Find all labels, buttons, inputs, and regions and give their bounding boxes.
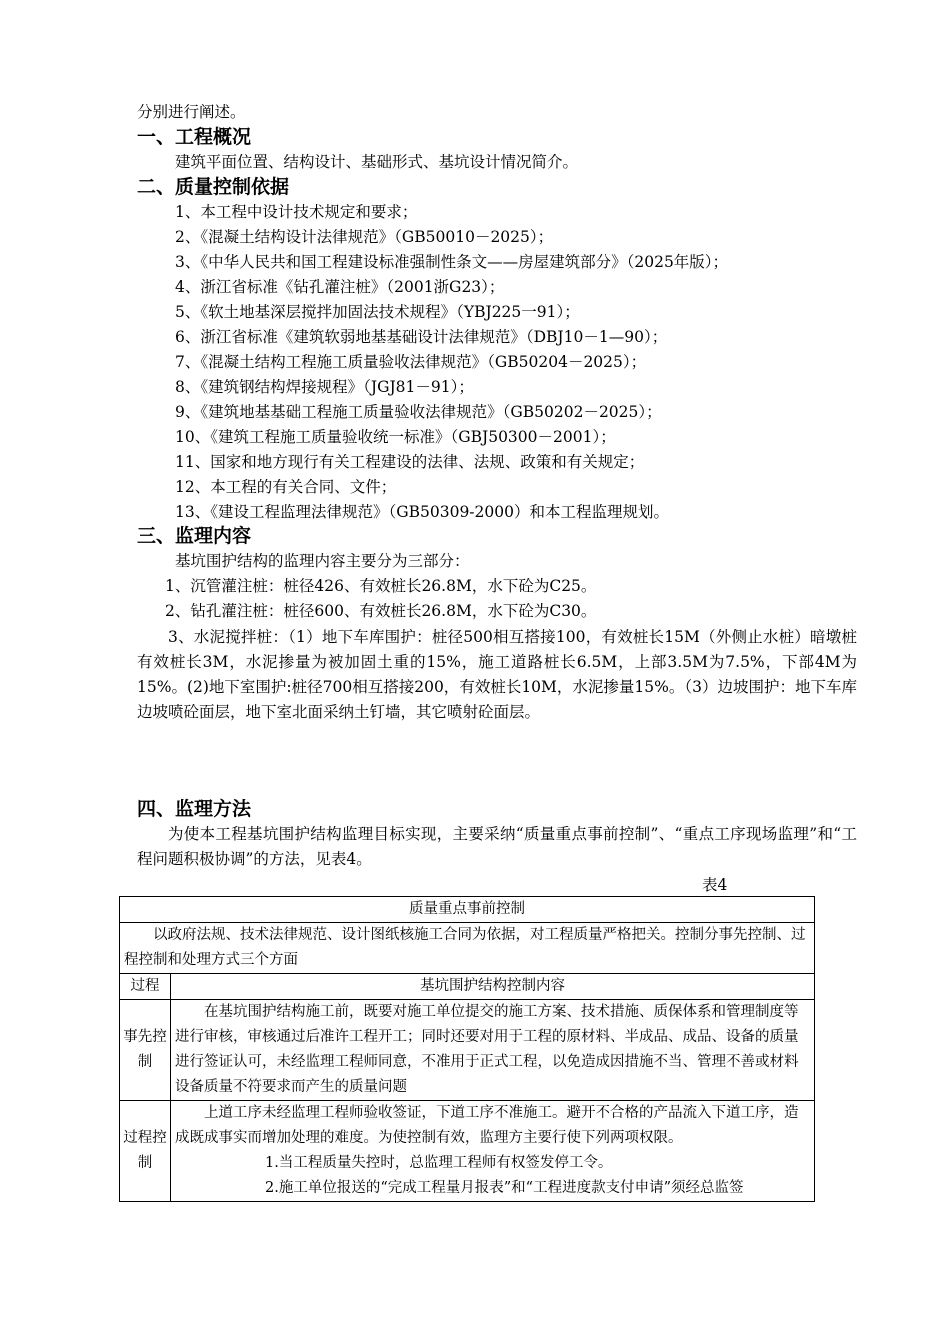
row-label-prior-control: 事先控制 xyxy=(120,1000,171,1101)
pile-type-2: 2、钻孔灌注桩：桩径600、有效桩长26.8M，水下砼为C30。 xyxy=(165,602,597,620)
pile-type-1: 1、沉管灌注桩：桩径426、有效桩长26.8M，水下砼为C25。 xyxy=(165,577,597,595)
row-text-process-control: 上道工序未经监理工程师验收签证，下道工序不准施工。避开不合格的产品流入下道工序，造成既成事实而增加处理的难度。为使控制有效，监理方主要行使下列两项权限。 xyxy=(175,1105,799,1146)
basis-item: 7、《混凝土结构工程施工质量验收法律规范》（GB50204－2025）； xyxy=(175,353,647,371)
table-title: 质量重点事前控制 xyxy=(120,897,815,923)
basis-item: 2、《混凝土结构设计法律规范》（GB50010－2025）； xyxy=(175,228,554,246)
basis-item: 11、国家和地方现行有关工程建设的法律、法规、政策和有关规定； xyxy=(175,453,645,471)
control-table xyxy=(119,896,815,1202)
col-header-process: 过程 xyxy=(120,974,171,1000)
basis-item: 5、《软土地基深层搅拌加固法技术规程》（YBJ225一91）； xyxy=(175,303,580,321)
process-control-sub-1: 1.当工程质量失控时，总监理工程师有权签发停工令。 xyxy=(265,1155,613,1171)
basis-item: 13、《建设工程监理法律规范》（GB50309-2000）和本工程监理规划。 xyxy=(175,503,669,521)
section-1-text: 建筑平面位置、结构设计、基础形式、基坑设计情况简介。 xyxy=(175,153,579,171)
basis-item: 3、《中华人民共和国工程建设标准强制性条文——房屋建筑部分》（2025年版）； xyxy=(175,253,729,271)
section-4-text: 为使本工程基坑围护结构监理目标实现，主要采纳“质量重点事前控制”、“重点工序现场监理”和“工程问题积极协调”的方法，见表4。 xyxy=(137,825,857,868)
process-control-sub-2: 2.施工单位报送的“完成工程量月报表”和“工程进度款支付申请”须经总监签 xyxy=(265,1180,744,1196)
row-label-process-control: 过程控制 xyxy=(120,1101,171,1202)
col-header-content: 基坑围护结构控制内容 xyxy=(171,974,815,1000)
section-3-heading: 三、监理内容 xyxy=(137,525,252,547)
table-label: 表4 xyxy=(702,876,728,894)
pile-type-3: 3、水泥搅拌桩：（1）地下车库围护：桩径500相互搭接100，有效桩长15M（外侧止水桩）暗墩桩有效桩长3M，水泥掺量为被加固土重的15%，施工道路桩长6.5M，上部3.5M为7.5%，下部4M为15%。(2)地下室围护:桩径700相互搭接200，有效桩长10M，水泥掺量15%。（3）边坡围护：地下车库边坡喷砼面层，地下室北面采纳土钉墙，其它喷射砼面层。 xyxy=(137,628,857,721)
table-description: 以政府法规、技术法律规范、设计图纸核施工合同为依据，对工程质量严格把关。控制分事先控制、过程控制和处理方式三个方面 xyxy=(120,923,815,974)
intro-tail: 分别进行阐述。 xyxy=(137,103,246,121)
basis-item: 10、《建筑工程施工质量验收统一标准》（GBJ50300－2001）； xyxy=(175,428,616,446)
section-4-heading: 四、监理方法 xyxy=(137,798,252,820)
basis-item: 12、本工程的有关合同、文件； xyxy=(175,478,397,496)
row-text-prior-control: 在基坑围护结构施工前，既要对施工单位提交的施工方案、技术措施、质保体系和管理制度等进行审核，审核通过后准许工程开工；同时还要对用于工程的原材料、半成品、成品、设备的质量进行签证认可，未经监理工程师同意，不准用于正式工程，以免造成因措施不当、管理不善或材料设备质量不符要求而产生的质量问题 xyxy=(171,1000,815,1101)
basis-item: 1、本工程中设计技术规定和要求； xyxy=(175,203,418,221)
basis-item: 6、浙江省标准《建筑软弱地基基础设计法律规范》（DBJ10－1—90）； xyxy=(175,328,668,346)
row-content-process-control xyxy=(171,1101,815,1202)
section-3-intro: 基坑围护结构的监理内容主要分为三部分： xyxy=(175,552,470,570)
basis-item: 9、《建筑地基基础工程施工质量验收法律规范》（GB50202－2025）； xyxy=(175,403,662,421)
basis-item: 4、浙江省标准《钻孔灌注桩》（2001浙G23）； xyxy=(175,278,505,296)
section-1-heading: 一、工程概况 xyxy=(137,126,252,148)
section-2-heading: 二、质量控制依据 xyxy=(137,176,290,198)
basis-item: 8、《建筑钢结构焊接规程》（JGJ81－91）； xyxy=(175,378,474,396)
